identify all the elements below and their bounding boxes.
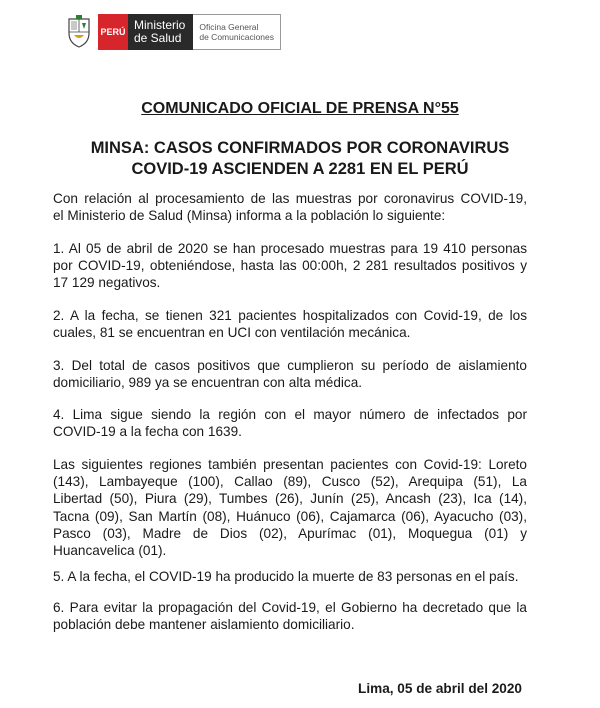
text-line: Huancavelica (01).: [53, 543, 167, 559]
page-title: COMUNICADO OFICIAL DE PRENSA N°55: [141, 100, 459, 117]
ministry-line-2: de Salud: [134, 31, 182, 45]
text-line: 1. Al 05 de abril de 2020 se han procesado muestras para 19 410 personas: [53, 241, 527, 256]
headline: [40, 138, 560, 180]
text-line: el Ministerio de Salud (Minsa) informa a la población lo siguiente:: [53, 208, 446, 224]
office-line-1: Oficina General: [199, 22, 259, 32]
peru-coat-of-arms-icon: [66, 15, 92, 49]
text-line: 6. Para evitar la propagación del Covid-19, el Gobierno ha decretado que la: [53, 600, 527, 615]
text-line: 2. A la fecha, se tienen 321 pacientes hospitalizados con Covid-19, de los: [53, 308, 527, 323]
text-line: Con relación al procesamiento de las muestras por coronavirus COVID-19,: [53, 191, 527, 206]
text-line: domiciliario, 989 ya se encuentran con alta médica.: [53, 375, 363, 391]
paragraph-item-4: [53, 406, 527, 440]
paragraph-item-3: [53, 357, 527, 391]
ministry-header: [66, 14, 281, 50]
paragraph-item-2: [53, 307, 527, 341]
text-line: cuales, 81 se encuentran en UCI con ventilación mecánica.: [53, 325, 411, 341]
text-line: Tacna (09), San Martín (08), Huánuco (06), Cajamarca (06), Ayacucho (03),: [53, 508, 527, 524]
country-label: PERÚ: [100, 27, 126, 37]
headline-line-2: COVID-19 ASCIENDEN A 2281 EN EL PERÚ: [131, 160, 469, 178]
ministry-label: [128, 14, 193, 50]
text-line: 5. A la fecha, el COVID-19 ha producido la muerte de 83 personas en el país.: [53, 569, 519, 584]
paragraph-regions: [53, 456, 527, 559]
paragraph-item-1: [53, 240, 527, 292]
date-signoff: Lima, 05 de abril del 2020: [358, 681, 522, 696]
text-line: (143), Lambayeque (100), Callao (89), Cusco (52), Arequipa (51), La: [53, 474, 527, 490]
peru-label: [98, 14, 128, 50]
headline-line-1: MINSA: CASOS CONFIRMADOS POR CORONAVIRUS: [90, 139, 510, 157]
office-label: [193, 14, 281, 50]
text-line: 3. Del total de casos positivos que cumplieron su período de aislamiento: [53, 358, 527, 373]
text-line: COVID-19 a la fecha con 1639.: [53, 424, 242, 440]
ministry-line-1: Ministerio: [134, 18, 186, 32]
paragraph-item-6: [53, 599, 527, 633]
office-line-2: de Comunicaciones: [199, 32, 275, 42]
text-line: por COVID-19, obteniéndose, hasta las 00:00h, 2 281 resultados positivos y: [53, 258, 527, 274]
paragraph-intro: [53, 190, 527, 224]
text-line: 17 129 negativos.: [53, 275, 161, 291]
text-line: 4. Lima sigue siendo la región con el mayor número de infectados por: [53, 407, 527, 422]
text-line: Las siguientes regiones también presentan pacientes con Covid-19: Loreto: [53, 457, 527, 472]
paragraph-item-5: [53, 568, 527, 585]
text-line: Libertad (50), Piura (29), Tumbes (26), Junín (25), Ancash (23), Ica (14),: [53, 491, 527, 507]
text-line: población debe mantener aislamiento domiciliario.: [53, 617, 355, 633]
text-line: Pasco (03), Madre de Dios (02), Apurímac (01), Moquegua (01) y: [53, 525, 527, 541]
